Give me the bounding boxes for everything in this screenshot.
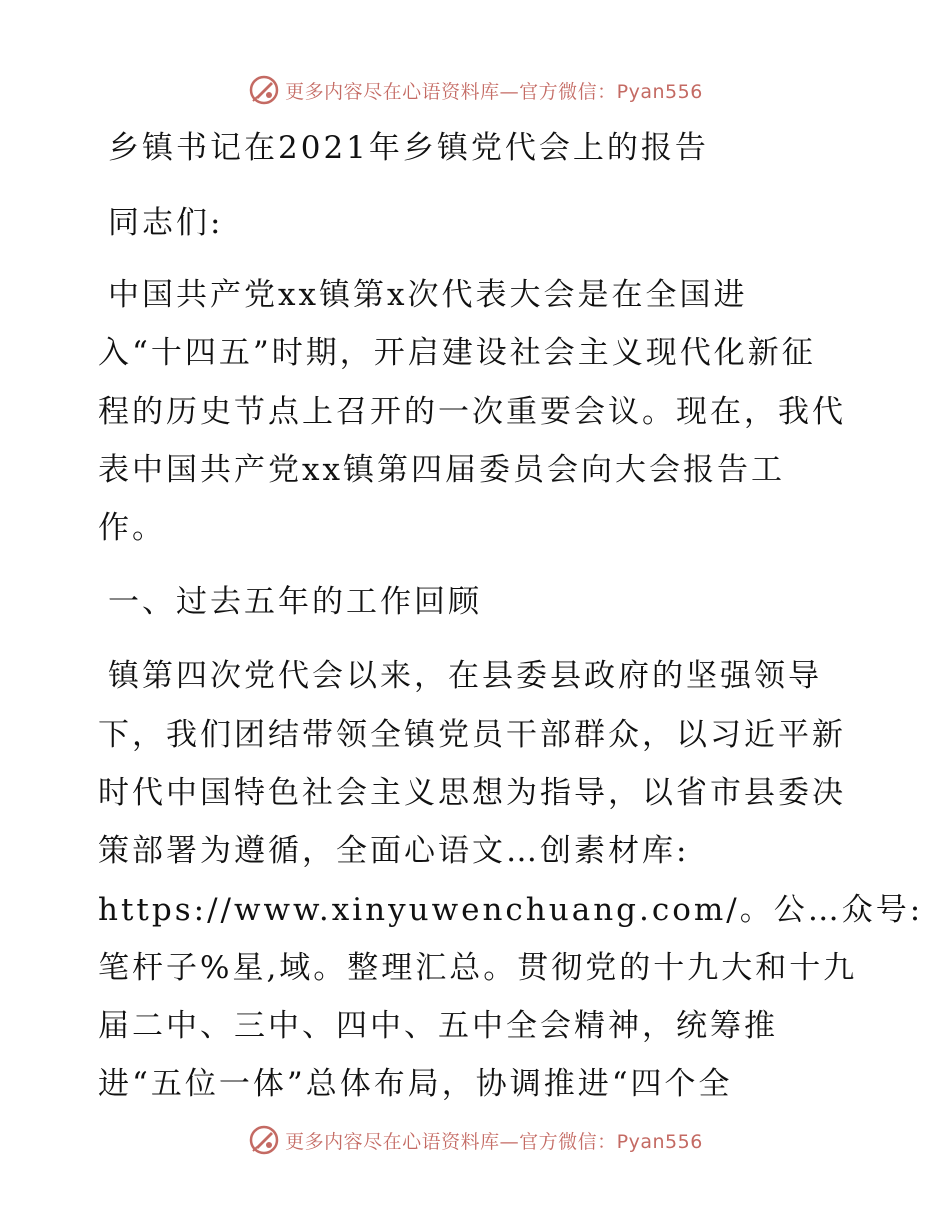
paragraph-line: 下，我们团结带领全镇党员干部群众，以习近平新 (98, 717, 846, 753)
section-heading: 一、过去五年的工作回顾 (108, 584, 482, 620)
greeting: 同志们: (108, 205, 224, 241)
paragraph-line: 表中国共产党xx镇第四届委员会向大会报告工 (98, 452, 785, 488)
quill-seal-icon (247, 73, 281, 107)
paragraph-line: 镇第四次党代会以来，在县委县政府的坚强领导 (108, 658, 822, 694)
watermark-text: 更多内容尽在心语资料库—官方微信：Pyan556 (285, 80, 703, 103)
paragraph-line: 笔杆子%星,域。整理汇总。贯彻党的十九大和十九 (98, 950, 858, 986)
paragraph-line: 入“十四五”时期，开启建设社会主义现代化新征 (98, 335, 816, 371)
paragraph-line: 作。 (98, 510, 166, 546)
paragraph-line: 进“五位一体”总体布局，协调推进“四个全 (98, 1066, 733, 1102)
paragraph-line: https://www.xinyuwenchuang.com/。公…众号: (98, 892, 924, 928)
paragraph-line: 届二中、三中、四中、五中全会精神，统筹推 (98, 1008, 778, 1044)
paragraph-line: 策部署为遵循，全面心语文…创素材库: (98, 833, 690, 869)
watermark-text: 更多内容尽在心语资料库—官方微信：Pyan556 (285, 1130, 703, 1153)
paragraph-line: 程的历史节点上召开的一次重要会议。现在，我代 (98, 394, 846, 430)
quill-seal-icon (247, 1123, 281, 1157)
paragraph-line: 中国共产党xx镇第x次代表大会是在全国进 (108, 277, 748, 313)
footer-watermark (0, 1120, 950, 1160)
document-title: 乡镇书记在2021年乡镇党代会上的报告 (108, 130, 709, 166)
header-watermark (0, 70, 950, 110)
paragraph-line: 时代中国特色社会主义思想为指导，以省市县委决 (98, 775, 846, 811)
